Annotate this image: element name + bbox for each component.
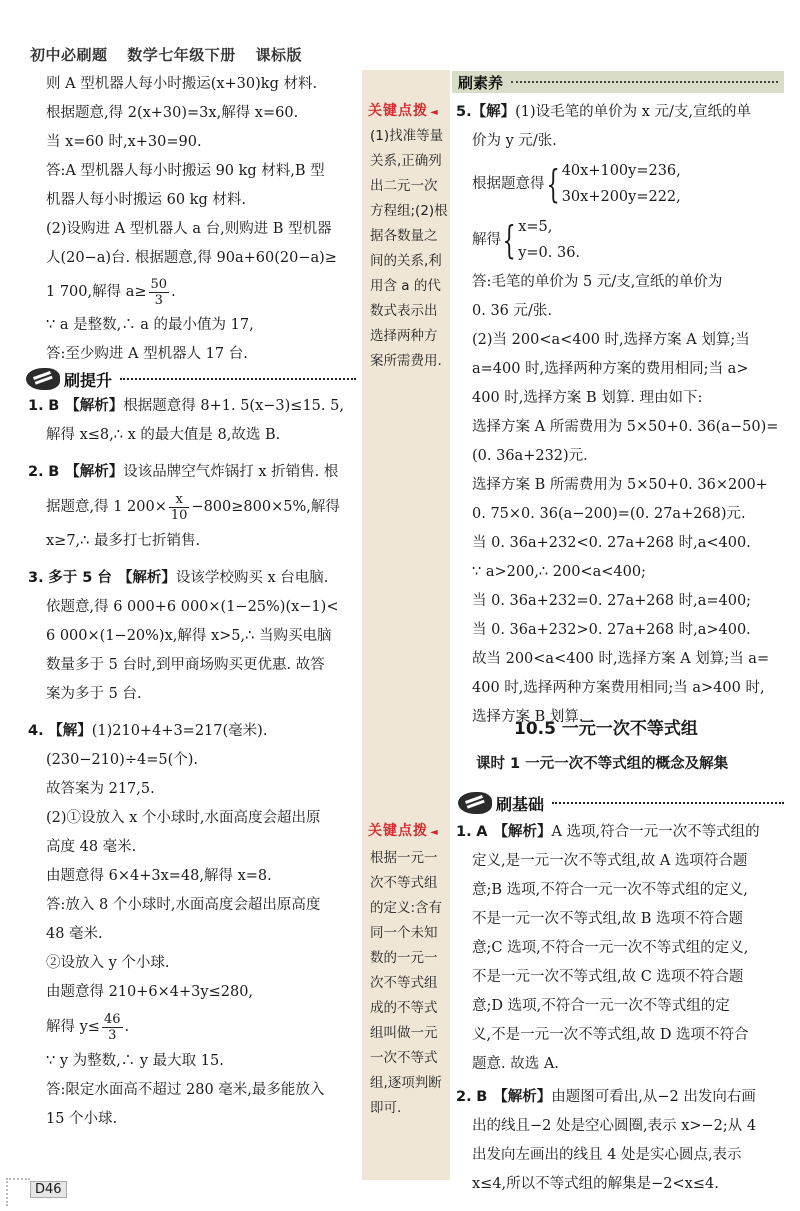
question-5 <box>456 98 784 127</box>
text-line: 答:毛笔的单价为 5 元/支,宣纸的单价为 <box>472 274 723 290</box>
dotted-divider <box>552 802 784 804</box>
equation: 40x+100y=236, <box>561 163 681 179</box>
text-line: 400 时,选择两种方案费用相同;当 a>400 时, <box>472 680 765 696</box>
dotted-divider <box>120 378 356 380</box>
answer: A <box>476 824 488 840</box>
text-line <box>28 1007 356 1047</box>
analysis-tag: 【解析】 <box>65 398 124 414</box>
question-1 <box>28 392 356 421</box>
analysis-tag: 【解析】 <box>493 1089 552 1105</box>
text-line: 答:A 型机器人每小时搬运 90 kg 材料,B 型 <box>46 163 325 179</box>
section-label: 刷提升 <box>64 370 113 390</box>
text-line: 出发向左画出的线且 4 处是实心圆点,表示 <box>472 1147 742 1163</box>
question-number: 2. <box>28 464 44 480</box>
section-title: 10.5 一元一次不等式组 <box>514 719 698 739</box>
text-line: 当 0. 36a+232>0. 27a+268 时,a>400. <box>472 622 751 638</box>
solution-system <box>472 212 784 268</box>
brush-icon <box>26 368 60 390</box>
question-number: 5. <box>456 104 472 120</box>
system-lines <box>518 214 580 266</box>
text-line: (2)设购进 A 型机器人 a 台,则购进 B 型机器 <box>46 221 332 237</box>
equation: y=0. 36. <box>518 245 581 261</box>
edition-name: 课标版 <box>255 46 303 64</box>
text-line: 由题意得 6×4+3x=48,解得 x=8. <box>46 868 272 884</box>
equation: x=5, <box>518 219 553 235</box>
text-line: ∵ a 是整数,∴ a 的最小值为 17, <box>46 317 254 333</box>
brace-icon: { <box>502 218 516 262</box>
equation: 30x+200y=222, <box>561 189 681 205</box>
analysis-tag: 【解析】 <box>65 464 124 480</box>
right-column <box>456 98 784 732</box>
answer: 多于 5 台 <box>48 570 112 586</box>
fraction <box>102 1012 123 1043</box>
text-fragment: 解得 y≤ <box>46 1019 100 1035</box>
text-fragment: 1 700,解得 a≥ <box>46 284 147 300</box>
text-line: ②设放入 y 个小球. <box>46 955 170 971</box>
text-fragment: 根据题意得 <box>472 175 545 192</box>
section-label: 刷基础 <box>496 794 545 814</box>
text-line: 15 个小球. <box>46 1111 118 1127</box>
text-line: 0. 36 元/张. <box>472 303 552 319</box>
text-line: 解得 x≤8,∴ x 的最大值是 8,故选 B. <box>46 427 281 443</box>
text-line: 意;C 选项,不符合一元一次不等式组的定义, <box>472 940 749 956</box>
brace-icon: { <box>545 162 560 206</box>
equation-system <box>472 156 784 212</box>
text-line: 48 毫米. <box>46 926 103 942</box>
question-number: 3. <box>28 570 44 586</box>
text-line: 意;D 选项,不符合一元一次不等式组的定 <box>472 998 730 1014</box>
text-line: 则 A 型机器人每小时搬运(x+30)kg 材料. <box>46 76 318 92</box>
text-line: ∵ y 为整数,∴ y 最大取 15. <box>46 1053 224 1069</box>
text-line: 数量多于 5 台时,到甲商场购买更优惠. 故答 <box>46 657 325 673</box>
text-line: x≥7,∴ 最多打七折销售. <box>46 533 201 549</box>
text-line: (0. 36a+232)元. <box>472 448 588 464</box>
fraction <box>169 492 190 523</box>
section-header-tisheng <box>26 366 356 392</box>
answer: B <box>48 464 60 480</box>
text-line: 根据题意,得 2(x+30)=3x,解得 x=60. <box>46 105 299 121</box>
side-note-heading: 关键点拨 ◄ <box>368 820 439 840</box>
text-line <box>28 487 356 527</box>
text-line: 故当 200<a<400 时,选择方案 A 划算;当 a= <box>472 651 770 667</box>
text-line: 答:放入 8 个小球时,水面高度会超出原高度 <box>46 897 321 913</box>
text-line: 定义,是一元一次不等式组,故 A 选项符合题 <box>472 853 748 869</box>
text-line: 出的线且−2 处是空心圆圈,表示 x>−2;从 4 <box>472 1118 757 1134</box>
text-fragment: . <box>171 284 176 300</box>
text-line: a=400 时,选择两种方案的费用相同;当 a> <box>472 361 749 377</box>
text-line: 人(20−a)台. 根据题意,得 90a+60(20−a)≥ <box>46 250 337 266</box>
text-fragment: 设该学校购买 x 台电脑. <box>175 570 329 586</box>
question-4 <box>28 717 356 746</box>
right-column-basic <box>456 818 784 1199</box>
answer: B <box>476 1089 488 1105</box>
text-line: 案为多于 5 台. <box>46 686 142 702</box>
fraction-numerator: 46 <box>103 1011 121 1027</box>
text-fragment: 解得 <box>472 231 501 248</box>
text-line: (230−210)÷4=5(个). <box>46 752 198 768</box>
question-number: 4. <box>28 723 44 739</box>
fraction-denominator: 10 <box>170 507 188 523</box>
text-line: 机器人每小时搬运 60 kg 材料. <box>46 192 246 208</box>
text-fragment: 设该品牌空气炸锅打 x 折销售. 根 <box>123 464 339 480</box>
side-note-heading: 关键点拨 ◄ <box>368 100 439 120</box>
question-3 <box>28 564 356 593</box>
text-fragment: A 选项,符合一元一次不等式组的 <box>551 824 760 840</box>
dotted-divider <box>511 81 778 83</box>
solution-tag: 【解】 <box>48 723 92 739</box>
text-fragment: (1)210+4+3=217(毫米). <box>91 723 268 739</box>
system-lines <box>562 158 681 210</box>
text-line: 选择方案 A 所需费用为 5×50+0. 36(a−50)= <box>472 419 779 435</box>
fraction-denominator: 3 <box>108 1027 117 1043</box>
text-line: 由题意得 210+6×4+3y≤280, <box>46 984 254 1000</box>
solution-tag: 【解】 <box>471 104 516 120</box>
text-line: 题意. 故选 A. <box>472 1056 559 1072</box>
text-line: 意;B 选项,不符合一元一次不等式组的定义, <box>472 882 748 898</box>
fraction <box>149 277 170 308</box>
text-line: 选择方案 B 所需费用为 5×50+0. 36×200+ <box>472 477 768 493</box>
fraction-denominator: 3 <box>154 292 163 308</box>
subject-name: 数学七年级下册 <box>127 46 236 64</box>
text-line: (2)①设放入 x 个小球时,水面高度会超出原 <box>46 810 321 826</box>
question-number: 1. <box>28 398 44 414</box>
text-line: ∵ a>200,∴ 200<a<400; <box>472 564 646 580</box>
text-fragment: 根据题意得 8+1. 5(x−3)≤15. 5, <box>123 398 344 414</box>
side-note-text: (1)找准等量关系,正确列出二元一次方程组;(2)根据各数量之间的关系,利用含 a 的代数式表示出选择两种方案所需费用. <box>370 128 448 369</box>
text-line: 不是一元一次不等式组,故 B 选项不符合题 <box>472 911 743 927</box>
fraction-numerator: 50 <box>150 276 168 292</box>
text-line: 当 0. 36a+232<0. 27a+268 时,a<400. <box>472 535 751 551</box>
text-line: 价为 y 元/张. <box>472 133 557 149</box>
analysis-tag: 【解析】 <box>117 570 176 586</box>
text-line: 400 时,选择方案 B 划算. 理由如下: <box>472 390 703 406</box>
question-r1 <box>456 818 784 847</box>
page-header <box>30 44 316 65</box>
section-header-jichu <box>458 790 784 816</box>
book-name: 初中必刷题 <box>30 46 108 64</box>
left-column <box>28 70 356 369</box>
question-number: 1. <box>456 824 472 840</box>
text-fragment: 由题图可看出,从−2 出发向右画 <box>551 1089 756 1105</box>
question-number: 2. <box>456 1089 472 1105</box>
left-column-questions <box>28 392 356 1134</box>
page-number: D46 <box>30 1181 67 1198</box>
page-corner-mark <box>6 1178 30 1206</box>
text-line: 故答案为 217,5. <box>46 781 155 797</box>
text-line: (2)当 200<a<400 时,选择方案 A 划算;当 <box>472 332 750 348</box>
text-line: 当 x=60 时,x+30=90. <box>46 134 202 150</box>
text-line: 不是一元一次不等式组,故 C 选项不符合题 <box>472 969 744 985</box>
brush-icon <box>458 792 492 814</box>
text-line <box>28 273 356 311</box>
analysis-tag: 【解析】 <box>493 824 552 840</box>
text-line: 0. 75×0. 36(a−200)=(0. 27a+268)元. <box>472 506 746 522</box>
text-line: 6 000×(1−20%)x,解得 x>5,∴ 当购买电脑 <box>46 628 332 644</box>
text-line: 答:限定水面高不超过 280 毫米,最多能放入 <box>46 1082 325 1098</box>
text-line: 答:至少购进 A 型机器人 17 台. <box>46 346 248 362</box>
question-2 <box>28 458 356 487</box>
side-note-text: 根据一元一次不等式组的定义:含有同一个未知数的一元一次不等式组成的不等式组叫做一元一次不等式组,逐项判断即可. <box>370 850 443 1116</box>
section-label: 刷素养 <box>458 73 504 92</box>
text-line: 高度 48 毫米. <box>46 839 137 855</box>
answer: B <box>48 398 60 414</box>
text-line: 选择方案 B 划算. <box>472 709 584 725</box>
text-fragment: −800≥800×5%,解得 <box>191 499 340 515</box>
lesson-title: 课时 1 一元一次不等式组的概念及解集 <box>476 756 729 772</box>
text-fragment: (1)设毛笔的单价为 x 元/支,宣纸的单 <box>515 104 752 120</box>
text-fragment: . <box>124 1019 130 1035</box>
text-fragment: 据题意,得 1 200× <box>46 499 167 515</box>
question-r2 <box>456 1083 784 1112</box>
text-line: x≤4,所以不等式组的解集是−2<x≤4. <box>472 1176 719 1192</box>
text-line: 当 0. 36a+232=0. 27a+268 时,a=400; <box>472 593 752 609</box>
text-line: 依题意,得 6 000+6 000×(1−25%)(x−1)< <box>46 599 339 615</box>
section-header-suyang <box>452 71 784 93</box>
text-line: 义,不是一元一次不等式组,故 D 选项不符合 <box>472 1027 749 1043</box>
fraction-numerator: x <box>169 492 190 508</box>
